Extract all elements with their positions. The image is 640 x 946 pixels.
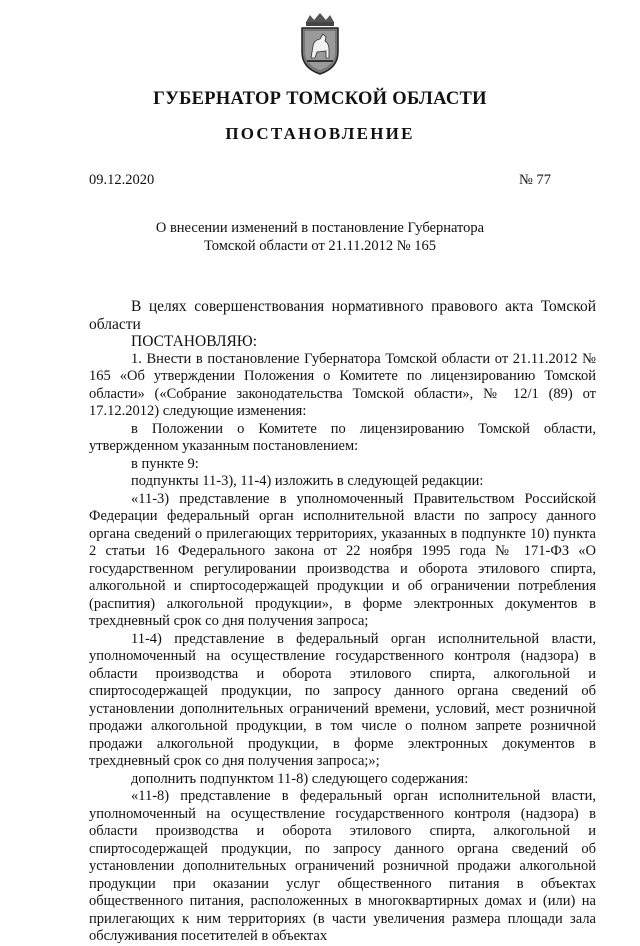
subject-line: О внесении изменений в постановление Губернатора bbox=[155, 220, 485, 236]
body-paragraph: в Положении о Комитете по лицензированию Томской области, утвержденном указанным постановлением: bbox=[89, 420, 596, 454]
body-paragraph: дополнить подпунктом 11-8) следующего содержания: bbox=[131, 770, 469, 787]
subject-line: Томской области от 21.11.2012 № 165 bbox=[204, 238, 436, 254]
document-subject bbox=[0, 219, 640, 255]
body-paragraph: 11-4) представление в федеральный орган исполнительной власти, уполномоченный на осуществление государственного контроля (надзора) в области производства и оборота этилового спирта, алкогольной и спиртосодержащей продукции, по запросу данного органа сведений об установлении дополнительных ограничений времени, условий, мест розничной продажи алкогольной продукции, в том числе о полном запрете розничной продажи алкогольной продукции, в форме электронных документов в трехдневный срок со дня получения запроса;»; bbox=[89, 630, 596, 769]
document-body bbox=[89, 298, 596, 946]
document-number: № 77 bbox=[519, 172, 551, 188]
document-date: 09.12.2020 bbox=[89, 172, 155, 188]
organization-title: ГУБЕРНАТОР ТОМСКОЙ ОБЛАСТИ bbox=[153, 89, 487, 109]
tomsk-coat-of-arms-icon bbox=[296, 12, 344, 76]
body-paragraph: подпункты 11-3), 11-4) изложить в следующей редакции: bbox=[131, 473, 484, 489]
body-paragraph: «11-8) представление в федеральный орган исполнительной власти, уполномоченный на осуществление государственного контроля (надзора) в области производства и оборота этилового спирта, алкогольной и спиртосодержащей продукции, по запросу данного органа сведений об установлении дополнительных ограничений розничной продажи алкогольной продукции при оказании услуг общественного питания в объектах общественного питания, расположенных в многоквартирных домах и (или) на прилегающих к ним территориях (в части увеличения размера площади зала обслуживания посетителей в объектах bbox=[89, 788, 596, 944]
body-paragraph: в пункте 9: bbox=[131, 455, 199, 472]
body-paragraph: 1. Внести в постановление Губернатора Томской области от 21.11.2012 № 165 «Об утверждении Положения о Комитете по лицензированию Томской области» («Собрание законодательства Томской области», № 12/1 (89) от 17.12.2012) следующие изменения: bbox=[89, 350, 596, 419]
body-paragraph: ПОСТАНОВЛЯЮ: bbox=[131, 333, 258, 350]
document-kind: ПОСТАНОВЛЕНИЕ bbox=[225, 124, 415, 143]
body-paragraph: В целях совершенствования нормативного правового акта Томской области bbox=[89, 298, 596, 333]
body-paragraph: «11-3) представление в уполномоченный Правительством Российской Федерации федеральный орган исполнительной власти по запросу данного органа сведений о прилегающих территориях, указанных в подпункте 10) пункта 2 статьи 16 Федерального закона от 22 ноября 1995 года № 171-ФЗ «О государственном регулировании производства и оборота этилового спирта, алкогольной и спиртосодержащей продукции и об ограничении потребления (распития) алкогольной продукции», в форме электронных документов в трехдневный срок со дня получения запроса; bbox=[89, 490, 596, 629]
